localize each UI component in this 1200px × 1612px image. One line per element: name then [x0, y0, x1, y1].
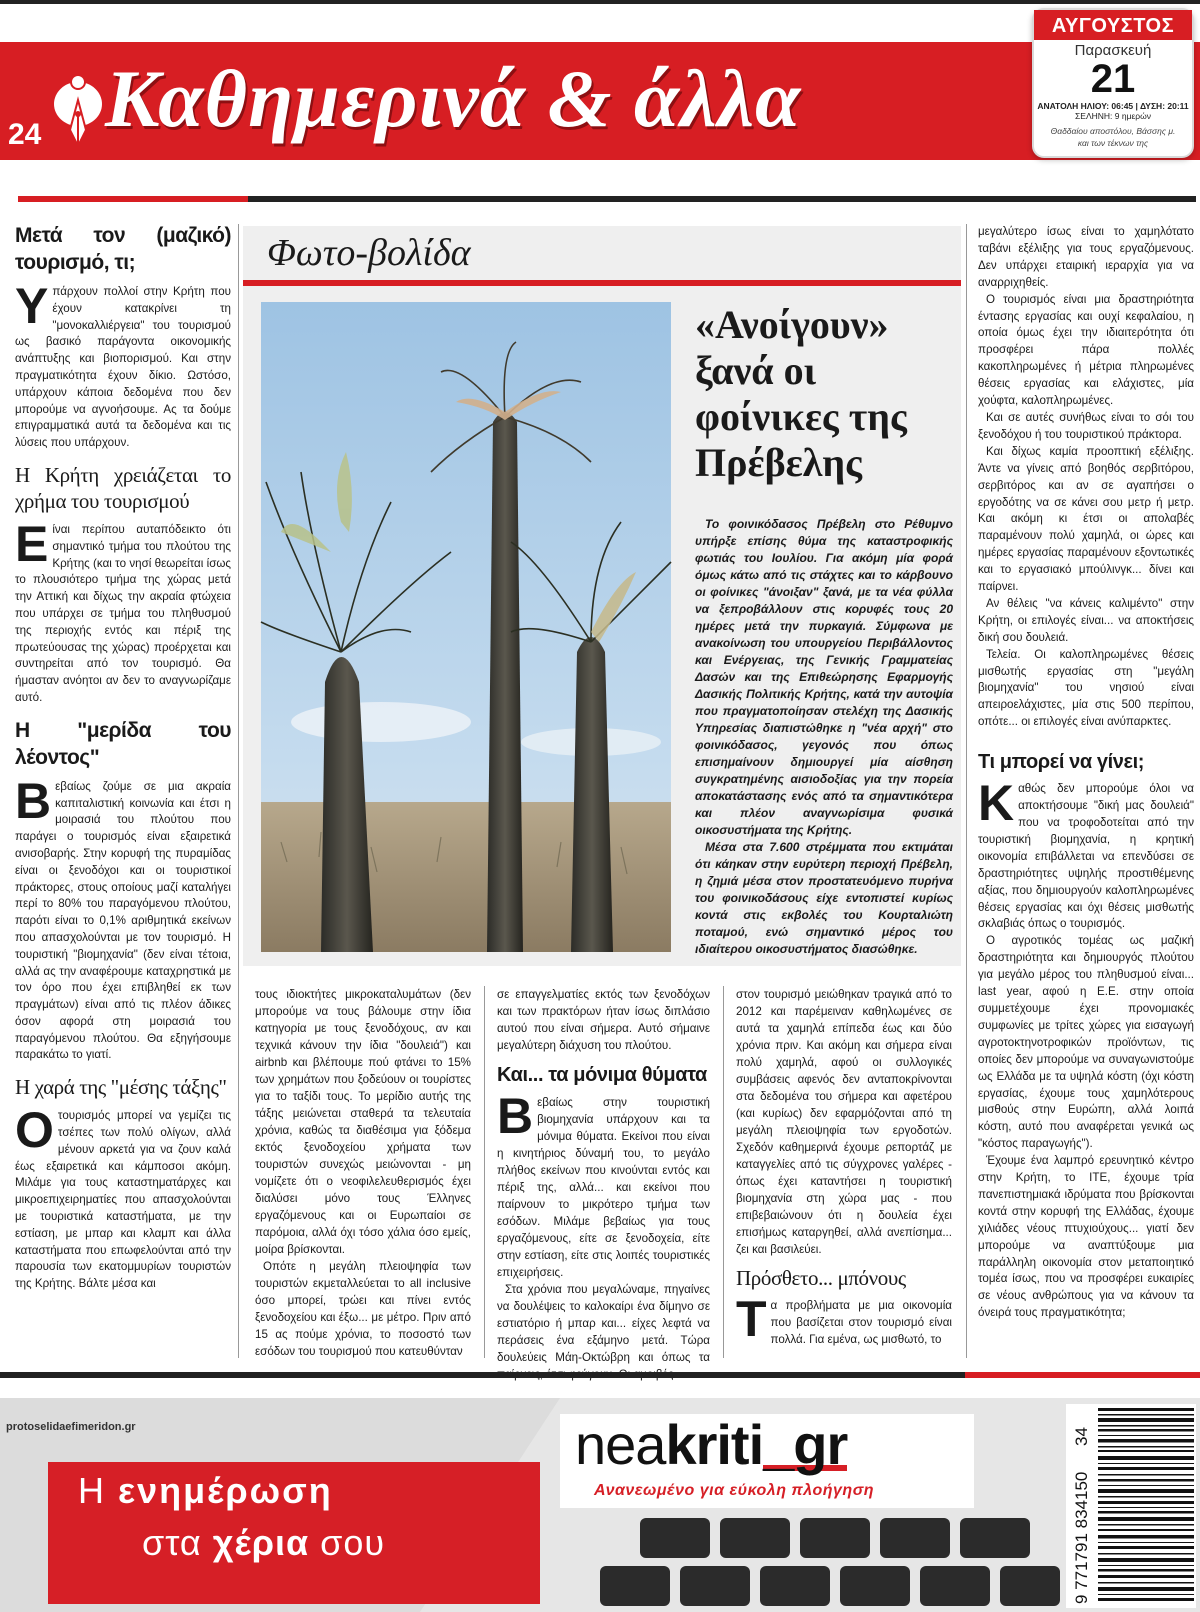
column-divider — [238, 224, 239, 1358]
left-column — [15, 222, 231, 1297]
header-rule-red — [18, 196, 248, 202]
paragraph: Είναι περίπου αυταπόδεικτο ότι σημαντικό τμήμα του πλούτου της Κρήτης (και το νησί θεωρείται ίσως το πλουσιότερο τμήμα της χώρας μετά την Αττική και δίχως την ακραία φτώχεια που υπάρχει σε τμήμα του πληθυσμού της περιοχής εντός και πέριξ της πρωτεύουσας της χώρας) προέρχεται και συντηρείται από τον τουρισμό. Θα ήμασταν ανόητοι αν δεν το αναγνωρίζαμε αυτό. — [15, 515, 231, 704]
paragraph: τους ιδιοκτήτες μικροκαταλυμάτων (δεν μπορούμε να τους βάλουμε στην ίδια κατηγορία με τους ξενοδόχους, αν και τεχνικά κάνουν την ίδια "δουλειά") και airbnb και βλέπουμε πού φτάνει το 15% των χρημάτων που ξοδεύουν οι τουρίστες για το ταξίδι τους. Το μερίδιο αυτής της τάξης μειώνεται σταθερά τα τελευταία χρόνια, καθώς τα διαθέσιμα για ξόδεμα εκτός ξενοδοχείου χρήματα των τουριστών συνεχώς μειώνονται - μη νομίζετε ότι ο νεοφιλελευθερισμός έχει διαλύσει μόνο τους Έλληνες εργαζόμενους και οι Ευρωπαίοι σε παρόμοια, αλλά όχι τόσο χάλια όσο εμείς, μοίρα βρίσκονται. — [255, 988, 471, 1256]
column-divider — [966, 224, 967, 1358]
ad-slogan-line1: Η ενημέρωση — [78, 1470, 333, 1511]
ad-slogan-line2: στα χέρια σου — [142, 1522, 386, 1563]
top-rule — [0, 0, 1200, 4]
burnt-palm-trees-photo — [261, 302, 671, 952]
paragraph: μεγαλύτερο ίσως είναι το χαμηλότατο ταβάνι εξέλιξης για τους εργαζόμενους. Δεν υπάρχει εταιρική ιεραρχία για να αναρριχηθείς. — [978, 225, 1194, 289]
feature-lead-p1: Το φοινικόδασος Πρέβελη στο Ρέθυμνο υπήρξε επίσης θύμα της καταστροφικής φωτιάς του Ιουλίου. Για ακόμη μία φορά όμως κάτω από τις στάχτες και το κάρβουνο οι φοίνικες "άνοιξαν" ξανά, με τα νέα φύλλα να ξεπροβάλλουν στις κορυφές τους 20 ημέρες μετά την πυρκαγιά. Σύμφωνα με ανακοίνωση του υπουργείου Περιβάλλοντος και Ενέργειας, της Γενικής Γραμματείας Δασών και της Επιθεώρησης Εφαρμογής Δασικής Πολιτικής Κρήτης, κατά την αυτοψία που πραγματοποίησαν στελέχη της Δασικής Υπηρεσίας διαπιστώθηκε η "νέα αρχή" στο φοινικόδασος, γεγονός που όπως επισημαίνουν δημιουργεί μία αίσθηση συγκρατημένης αισιοδοξίας για την πορεία αποκατάστασης ενός από τα σημαντικότερα και πλέον αναγνωρίσιμα φυσικά οικοσυστήματα της Κρήτης. — [695, 517, 953, 837]
header-rule-dark — [248, 196, 1196, 202]
paragraph: Ο αγροτικός τομέας ως μαζική δραστηριότητα και δημιουργός πλούτου για μεγάλο μέρος του πληθυσμού είναι... last year, αφού η Ε.Ε. στην οποία συμμετέχουμε έχει προνομιακές συμφωνίες με τρίτες χώρες για εισαγωγή αγροτοκτηνοτροφικών προϊόντων, τις οποίες δεν μπορούμε να συναγωνιστούμε ως Ελλάδα με τα υψηλά κόστη (όχι κόστη εργασίας, έχουμε τους χαμηλότερους μισθούς στην Ευρώπη, αλλά λοιπά κόστη, αυτό που αναφέρεται γενικά ως "κόστος παραγωγής"). — [978, 934, 1194, 1151]
barcode — [1066, 1404, 1196, 1608]
paragraph: στον τουρισμό μειώθηκαν τραγικά από το 2012 και παρέμειναν καθηλωμένες σε αυτά τα χαμηλά επίπεδα έως και δύο χρόνια πριν. Και ακόμη και σήμερα είναι πολύ χαμηλά, αφού οι συλλογικές συμβάσεις αφενός δεν ανταποκρίνονται στα δεδομένα του σήμερα και αφετέρου (και κυρίως) δεν εφαρμόζονται από τη μεγάλη πλειοψηφία των εργοδοτών. Σχεδόν καθημερινά έχουμε ρεπορτάζ με καταγγελίες από τις σύγχρονες γαλέρες - όπως έχει καταντήσει η τουριστική βιομηχανία στη χώρα μας - που επιβεβαιώνουν ότι η δουλεία έχει επισήμως καταργηθεί, αλλά ανεπίσημα... ζει και βασιλεύει. — [736, 988, 952, 1256]
feature-lead — [695, 516, 953, 958]
dropcap: Υ — [15, 278, 49, 334]
feature-label: Φωτο-βολίδα — [267, 232, 471, 274]
paragraph: Και σε αυτές συνήθως είναι το σόι του ξενοδόχου ή του τουριστικού πράκτορα. — [978, 410, 1194, 441]
footer-rule-red — [965, 1372, 1200, 1378]
date-box — [1032, 8, 1194, 158]
dropcap: Κ — [978, 775, 1015, 832]
paragraph: Καθώς δεν μπορούμε όλοι να αποκτήσουμε "δική μας δουλειά" που να τροφοδοτείται από την τουριστική βιομηχανία, η κρητική οικονομία επιβάλλεται να επενδύσει σε δραστηριότητες υψηλής προστιθέμενης αξίας, που δημιουργούν καλοπληρωμένες θέσεις εργασίας και όχι θέσεις μισθωτής σκλαβιάς όπως ο τουρισμός. — [978, 775, 1194, 931]
date-day: 21 — [1090, 57, 1136, 101]
dropcap: Ο — [15, 1102, 54, 1159]
barcode-icon — [1096, 1404, 1196, 1608]
paragraph: σε επαγγελματίες εκτός των ξενοδόχων και των πρακτόρων ήταν ίσως διπλάσιο αυτού που είναι σήμερα. Αυτό σήμαινε μεγαλύτερη διάχυση του πλούτου. — [497, 988, 710, 1052]
dropcap: Β — [15, 772, 52, 829]
date-month: ΑΥΓΟΥΣΤΟΣ — [1034, 10, 1192, 40]
body-column-3 — [736, 986, 952, 1356]
dropcap: Β — [497, 1088, 534, 1144]
subheading: Πρόσθετο... μπόνους — [736, 1266, 906, 1290]
sunrise-sunset: ΑΝΑΤΟΛΗ ΗΛΙΟΥ: 06:45 | ΔΥΣΗ: 20:11 — [1037, 101, 1189, 111]
date-weekday: Παρασκευή — [1074, 42, 1152, 59]
subheading: Τι μπορεί να γίνει; — [978, 751, 1145, 774]
body-column-2 — [497, 986, 710, 1364]
barcode-issue-number: 34 — [1072, 1427, 1091, 1446]
body-column-1 — [255, 986, 471, 1356]
paragraph: Και δίχως καμία προοπτική εξέλιξης. Άντε να γίνεις από βοηθός σερβιτόρου, σερβιτόρος και αν σε αγαπήσει ο εργοδότης να σε κάνει σου μετρ ή μετρ. Και ακόμη κι έτσι οι απολαβές παραμένουν πολύ χαμηλά, οι ώρες και ημέρες εργασίας παραμένουν εξοντωτικές και το εργασιακό μπούλινγκ... δίνει και παίρνει. — [978, 444, 1194, 594]
paragraph: Οτουρισμός μπορεί να γεμίζει τις τσέπες των πολύ ολίγων, αλλά μένουν αρκετά για να ζουν καλά έως εξαιρετικά και κάμποσοι ακόμη. Μιλάμε για τους καταστηματάρχες και μικροεπιχειρηματίες που απασχολούνται με τουριστικά καταστήματα, με την εστίαση, με μπαρ και κλαμπ και άλλα καταστήματα που επωφελούνται από την παρουσία των εκατομμυρίων τουριστών της Κρήτης. Βάλτε μέσα και — [15, 1102, 231, 1291]
paragraph: Στα χρόνια που μεγαλώναμε, πηγαίνες να δουλέψεις το καλοκαίρι ένα δίμηνο σε εστιατόριο ή μπαρ και... είχες λεφτά να περάσεις ένα εξάμηνο μετά. Τώρα δουλεύεις Μάη-Οκτώβρη και όπως τα — [497, 1283, 710, 1364]
paragraph: Αν θέλεις "να κάνεις καλιμέντο" στην Κρήτη, οι επιλογές είναι... να αποκτήσεις δική σου δουλειά. — [978, 596, 1194, 644]
barcode-number: 9 771791 834150 — [1072, 1471, 1091, 1604]
article-heading: Μετά τον (μαζικό) τουρισμό, τι; — [15, 224, 231, 274]
paragraph: Υπάρχουν πολλοί στην Κρήτη που έχουν κατακρίνει τη "μονοκαλλιέργεια" του τουρισμού ως βασικό παράγοντα οικονομικής ανάπτυξης και βιοπορισμού. Και στην πραγματικότητα έχουν δίκιο. Ωστόσο, υπάρχουν κάποια δεδομένα που δεν μπορούμε να αγνοήσουμε. Ας τα δούμε επιγραμματικά αυτά τα δεδομένα και τις λύσεις που υπάρχουν. — [15, 278, 231, 450]
dropcap: Τ — [736, 1291, 767, 1347]
paragraph: Βεβαίως στην τουριστική βιομηχανία υπάρχουν και τα μόνιμα θύματα. Εκείνοι που είναι η κινητήριος δύναμή του, το μεγάλο πλήθος εκείνων που κινούνται εντός και πέριξ της, αλλά... και εκείνοι που παίρνουν το μικρότερο τμήμα των εσόδων. Μιλάμε βεβαίως για τους εργαζόμενους, είτε σε ξενοδοχεία, είτε στην εστίαση, είτε στις λοιπές τουριστικές επιχειρήσεις. — [497, 1088, 710, 1279]
column-divider — [723, 986, 724, 1358]
subheading: Και... τα μόνιμα θύματα — [497, 1064, 707, 1086]
saints-of-day: Θαδδαίου αποστόλου, Βάσσης μ. και των τέκνων της — [1050, 126, 1176, 148]
feature-header — [243, 226, 961, 276]
ad-source-watermark: protoselidaefimeridon.gr — [6, 1421, 136, 1433]
paragraph: Οπότε η μεγάλη πλειοψηφία των τουριστών εκμεταλλεύεται το all inclusive όσο μπορεί, τρώει και πίνει εντός ξενοδοχείου και έξω... με μέτρο. Πριν από 15 ας πούμε χρόνια, το ποσοστό των εσόδων του τουρισμού που κατευθύνταν — [255, 1260, 471, 1358]
feature-lead-p2: Μέσα στα 7.600 στρέμματα που εκτιμάται ότι κάηκαν στην ευρύτερη περιοχή Πρέβελη, η ζημιά μέσα στον προστατευόμενο πυρήνα του φοινικοδάσους είχε εντοπιστεί κυρίως κοντά στις εκβολές του Κουρταλιώτη ποταμού, ενώ σημαντικό μέρος του ιδιαίτερου οικοσυστήματος διασώθηκε. — [695, 840, 953, 956]
paragraph: Έχουμε ένα λαμπρό ερευνητικό κέντρο στην Κρήτη, το ΙΤΕ, έχουμε τρία πανεπιστημιακά ιδρύματα που βρίσκονται κοντά στην κορυφή της Ελλάδας, έχουμε χιλιάδες νέους πτυχιούχους... γιατί δεν μπορούμε να αναπτύξουμε μια παράλληλη οικονομία στον μεταποιητικό τομέα ίσως, που να προσφέρει ευκαιρίες σε νέους ανθρώπους για να κάνουν τα όνειρά τους πραγματικότητα; — [978, 1154, 1194, 1320]
section-title: Καθημερινά & άλλα — [105, 53, 802, 144]
subheading: Η χαρά της "μέσης τάξης" — [15, 1075, 227, 1100]
photo-feature-box — [243, 226, 961, 966]
feature-rule — [243, 280, 961, 286]
moon-phase: ΣΕΛΗΝΗ: 9 ημερών — [1075, 111, 1151, 121]
page-number: 24 — [8, 118, 42, 151]
feature-headline: «Ανοίγουν» ξανά οι φοίνικες της Πρέβελης — [695, 302, 907, 485]
dropcap: Ε — [15, 515, 49, 572]
subheading: Η Κρήτη χρειάζεται το χρήμα του τουρισμού — [15, 462, 231, 513]
paragraph: Τελεία. Οι καλοπληρωμένες θέσεις μισθωτής εργασίας στη "μεγάλη βιομηχανία" του νησιού είναι απειροελάχιστες, μία στις 500 περίπου, οπότε... οι επιλογές είναι ανύπαρκτες. — [978, 647, 1194, 729]
ad-tagline: Ανανεωμένο για εύκολη πλοήγηση — [594, 1482, 875, 1499]
subheading: Η "μερίδα του λέοντος" — [15, 718, 231, 769]
pen-nib-logo-icon — [50, 70, 106, 150]
ad-brand-logo[interactable]: neakriti_gr — [575, 1413, 848, 1476]
paragraph: Τα προβλήματα με μια οικονομία που βασίζεται στον τουρισμό είναι πολλά. Για εμένα, ως μισθωτό, το — [736, 1291, 952, 1347]
paragraph: Βεβαίως ζούμε σε μια ακραία καπιταλιστική κοινωνία και έτσι η μοιρασιά του πλούτου που παράγει ο τουρισμός είναι εξαιρετικά ανισοβαρής. Στην κορυφή της πυραμίδας είναι οι ξενοδόχοι και οι τουριστικοί πράκτορες, στους οποίους μαζί καταλήγει περί το 80% του παραγόμενου πλούτου, παρότι είναι το 0,1% αριθμητικά εκείνων που απασχολούνται με τον τουρισμό. Η τουριστική "βιομηχανία" (δεν είναι τέτοια, αλλά ας την αναφέρουμε καταχρηστικά με τον όρο που έχει επιβληθεί εκ των πραγμάτων) είναι από τις πλέον άδικες όσον αφορά στη μοιρασιά του παραγόμενου πλούτου. Θα εξηγήσουμε παρακάτω το γιατί. — [15, 772, 231, 1062]
column-divider — [484, 986, 485, 1358]
advertisement-banner[interactable] — [0, 1398, 1200, 1612]
paragraph: Ο τουρισμός είναι μια δραστηριότητα έντασης εργασίας και ουχί κεφαλαίου, η οποία όμως έχει την ιδιαιτερότητα ότι προσφέρει πάρα πολλές κακοπληρωμένες ή μέτρια πληρωμένες θέσεις εργασίας και ελάχιστες, μία χούφτα, καλοπληρωμένες. — [978, 292, 1194, 408]
right-column — [978, 224, 1194, 1358]
